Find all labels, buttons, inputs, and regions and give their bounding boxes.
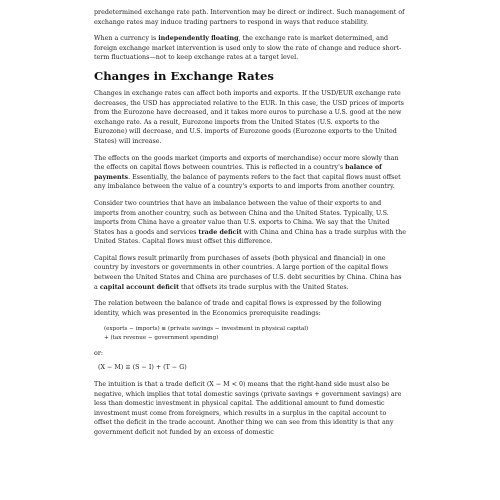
- term-independently-floating: independently floating: [158, 35, 239, 43]
- or-label: or:: [94, 349, 103, 357]
- formula-line-1: (exports − imports) ≡ (private savings − investment in physical capital): [104, 326, 309, 333]
- paragraph-exchange-rate-effects: Changes in exchange rates can affect both imports and exports. If the USD/EUR exchange rate decreases, the USD has appreciated relative to the EUR. In this case, the USD prices of imports from the Eurozone have decreased, and it takes more euros to purchase a U.S. good at the new exchange rate. As a result, Eurozone imports from the United States (U.S. exports to the Eurozone) will decrease, and U.S. imports of Eurozone goods (Eurozone exports to the United States) will increase.: [94, 89, 404, 145]
- section-heading: Changes in Exchange Rates: [94, 68, 274, 83]
- paragraph-capital-flows: Capital flows result primarily from purchases of assets (both physical and financial) in one country by investors or governments in other countries. A large portion of the capital flows between the United States and China are purchases of U.S. debt securities by China. China has a capital account deficit that offsets its trade surplus with the United States.: [94, 254, 402, 291]
- paragraph-intuition: The intuition is that a trade deficit (X − M < 0) means that the right-hand side must also be negative, which implies that total domestic savings (private savings + government savings) are less than domestic investment in physical capital. The additional amount to fund domestic investment must come from foreigners, which results in a surplus in the capital account to offset the deficit in the trade account. Another thing we can see from this identity is that any government deficit not funded by an excess of domestic: [94, 381, 402, 436]
- term-capital-account-deficit: capital account deficit: [99, 283, 180, 291]
- identity-formula-long: [104, 325, 406, 341]
- formula-line-2: + (tax revenue − government spending): [104, 334, 219, 341]
- paragraph-trade-deficit: Consider two countries that have an imbalance between the value of their exports to and imports from another country, such as between China and the United States. Typically, U.S. imports from China have a greater value than U.S. exports to China. We say that the United States has a goods and services trade deficit with China and China has a trade surplus with the United States. Capital flows must offset this difference.: [94, 199, 406, 246]
- paragraph-intervention: predetermined exchange rate path. Intervention may be direct or indirect. Such management of exchange rates may induce trading partners to respond in ways that reduce stability.: [94, 9, 405, 26]
- paragraph-identity-intro: The relation between the balance of trade and capital flows is expressed by the following identity, which was presented in the Economics prerequisite readings:: [94, 300, 382, 317]
- term-trade-deficit: trade deficit: [198, 228, 242, 236]
- paragraph-independently-floating: When a currency is independently floating, the exchange rate is market determined, and foreign exchange market intervention is used only to slow the rate of change and reduce short-term fluctuations—not to keep exchange rates at a target level.: [94, 35, 402, 62]
- identity-formula-short: (X − M) ≡ (S − I) + (T − G): [98, 364, 187, 372]
- term-balance-of-payments: balance of payments: [94, 164, 382, 181]
- paragraph-balance-of-payments: The effects on the goods market (imports and exports of merchandise) occur more slowly than the effects on capital flows between countries. This is reflected in a country's balance of payments. Essentially, the balance of payments refers to the fact that capital flows must offset any imbalance between the value of a country's exports to and imports from another country.: [94, 154, 401, 191]
